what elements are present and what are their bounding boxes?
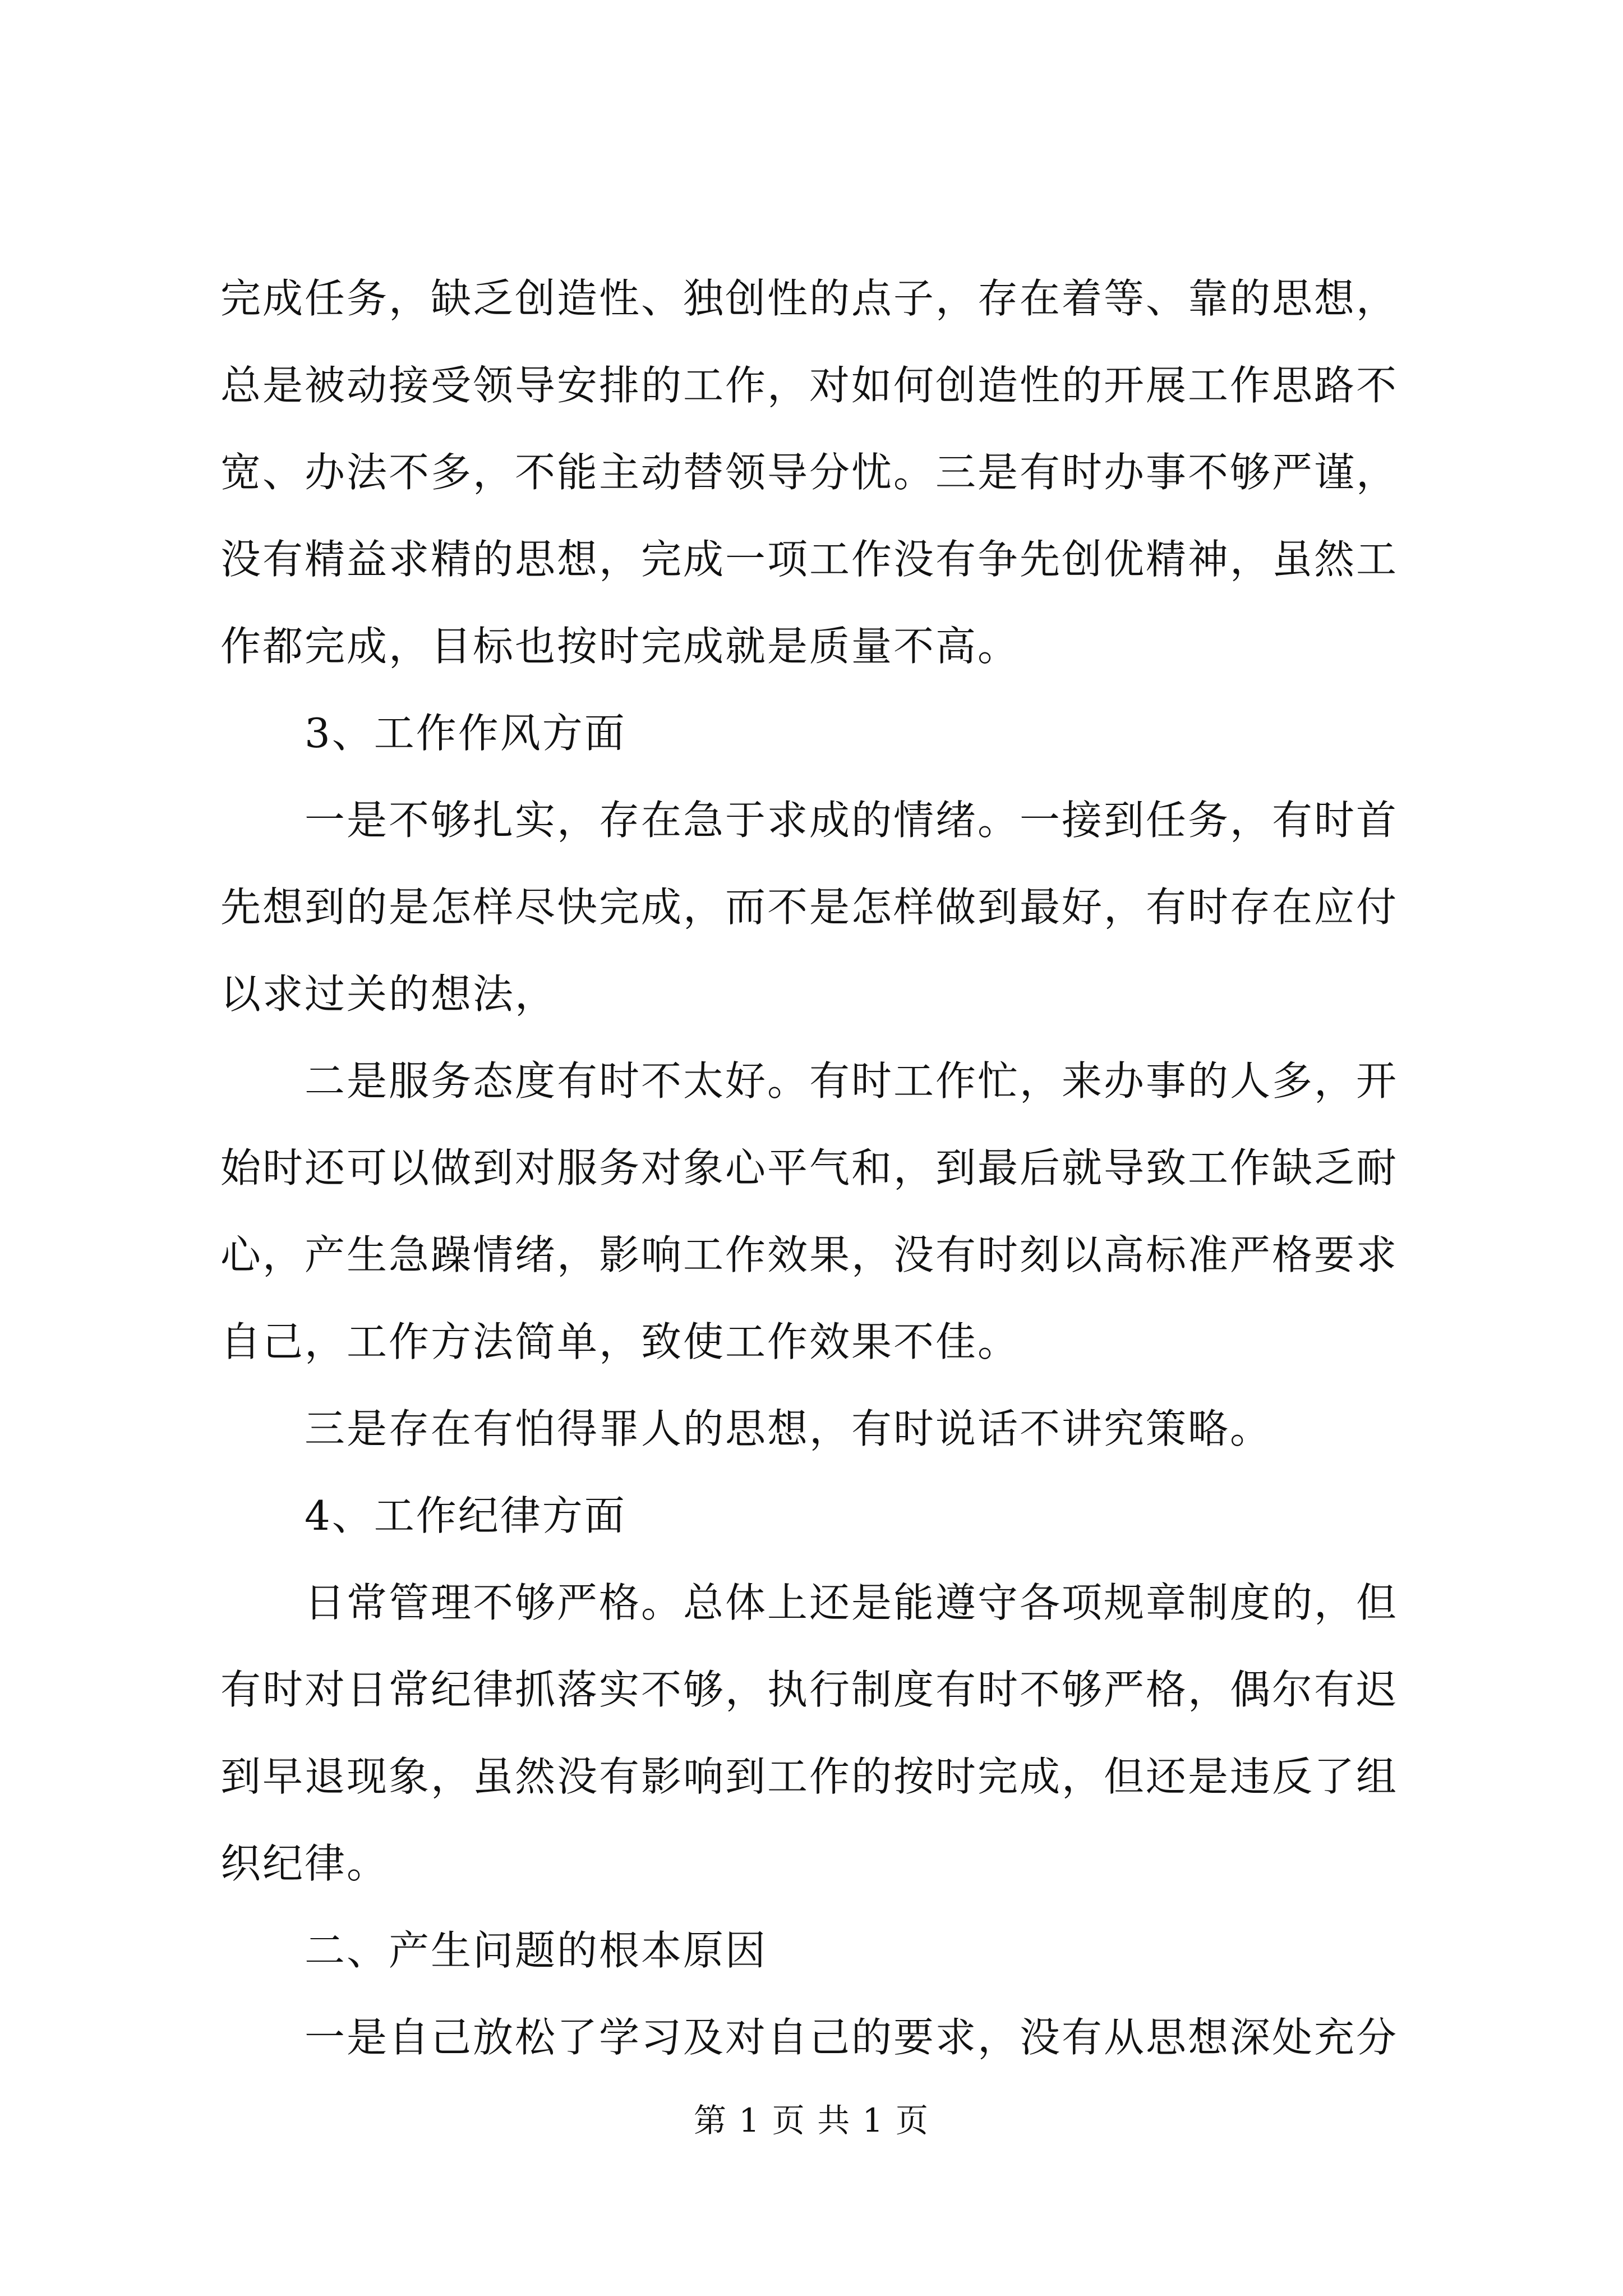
page-footer: 第 1 页 共 1 页 — [694, 2101, 929, 2139]
text-line: 三是存在有怕得罪人的思想，有时说话不讲究策略。 — [305, 1405, 1272, 1452]
text-line: 自己，工作方法简单，致使工作效果不佳。 — [220, 1318, 1020, 1365]
text-line: 二、产生问题的根本原因 — [305, 1927, 768, 1974]
text-line: 二是服务态度有时不太好。有时工作忙，来办事的人多，开 — [305, 1057, 1399, 1105]
text-line: 心，产生急躁情绪，影响工作效果，没有时刻以高标准严格要求 — [220, 1231, 1399, 1278]
text-line: 以求过关的想法， — [220, 970, 557, 1018]
text-line: 到早退现象，虽然没有影响到工作的按时完成，但还是违反了组 — [220, 1753, 1399, 1800]
text-line: 完成任务，缺乏创造性、独创性的点子，存在着等、靠的思想， — [220, 275, 1399, 322]
text-line: 有时对日常纪律抓落实不够，执行制度有时不够严格，偶尔有迟 — [220, 1666, 1399, 1713]
text-line: 没有精益求精的思想，完成一项工作没有争先创优精神，虽然工 — [220, 536, 1399, 583]
text-line: 日常管理不够严格。总体上还是能遵守各项规章制度的，但 — [305, 1579, 1399, 1626]
text-line: 3、工作作风方面 — [305, 710, 626, 757]
text-line: 一是不够扎实，存在急于求成的情绪。一接到任务，有时首 — [305, 797, 1399, 844]
text-line: 先想到的是怎样尽快完成，而不是怎样做到最好，有时存在应付 — [220, 884, 1399, 931]
text-line: 织纪律。 — [220, 1840, 389, 1887]
text-line: 宽、办法不多，不能主动替领导分忧。三是有时办事不够严谨， — [220, 449, 1399, 496]
text-line: 总是被动接受领导安排的工作，对如何创造性的开展工作思路不 — [220, 362, 1399, 409]
text-line: 作都完成，目标也按时完成就是质量不高。 — [220, 623, 1020, 670]
text-line: 4、工作纪律方面 — [305, 1492, 626, 1539]
document-body — [220, 255, 1421, 2081]
text-line: 始时还可以做到对服务对象心平气和，到最后就导致工作缺乏耐 — [220, 1144, 1399, 1191]
text-line: 一是自己放松了学习及对自己的要求，没有从思想深处充分 — [305, 2014, 1399, 2061]
